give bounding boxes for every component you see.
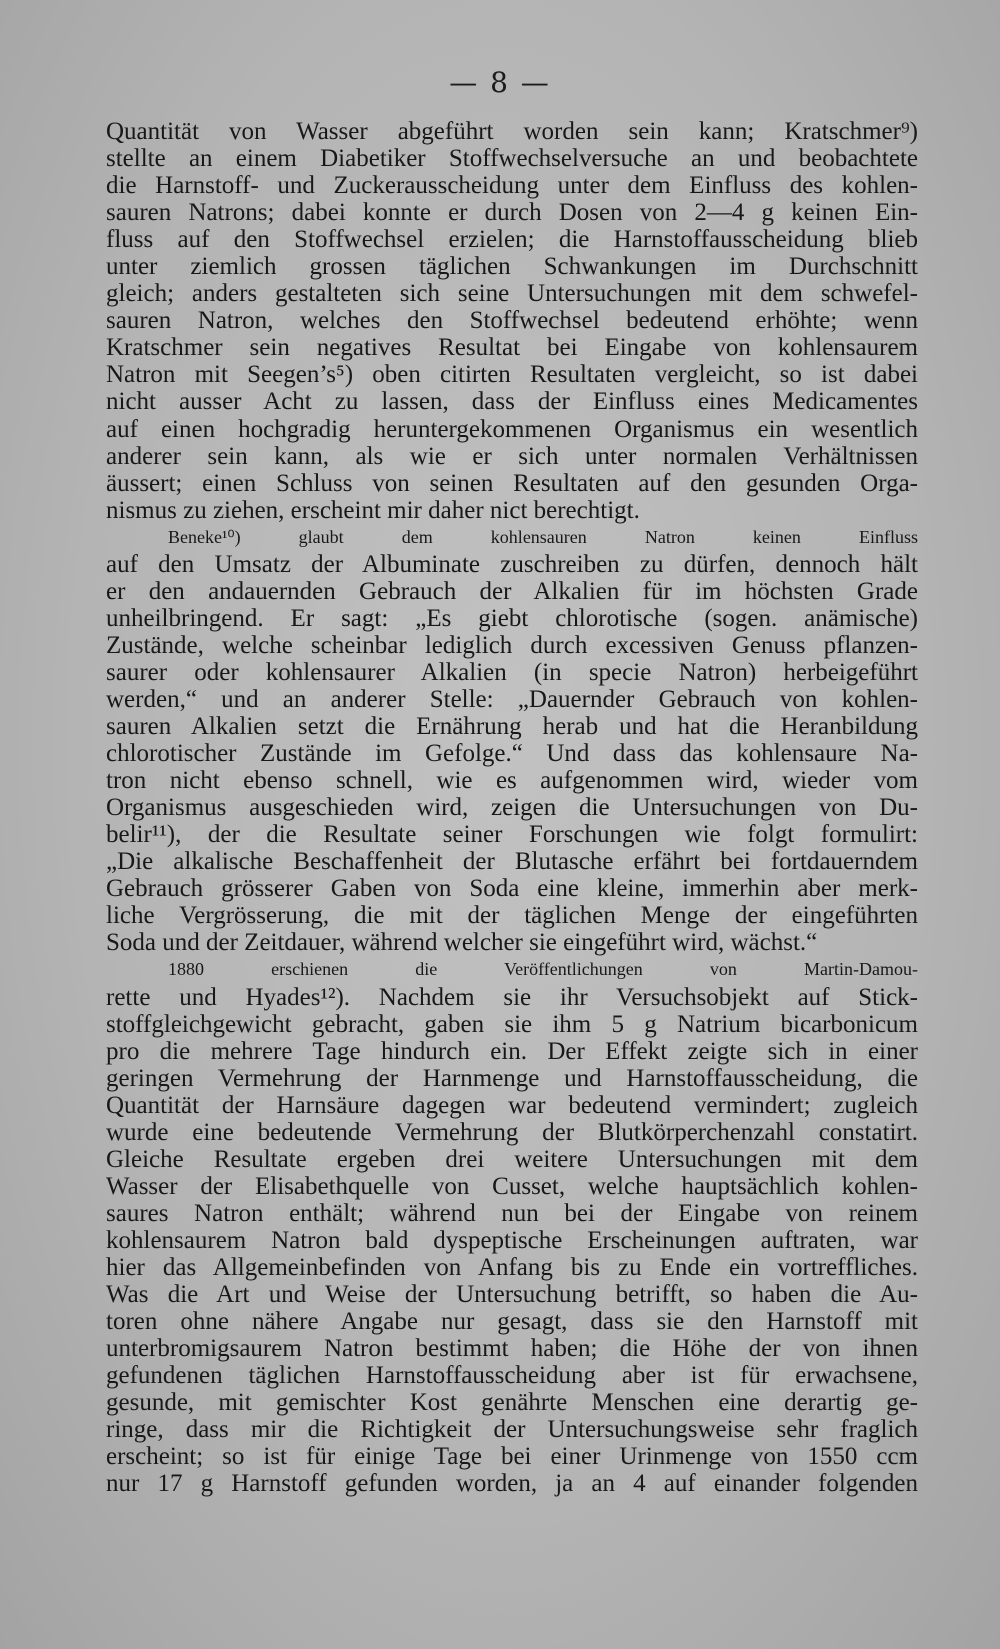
text-line: Quantität von Wasser abgeführt worden sein kann; Kratschmer⁹) xyxy=(106,118,918,145)
text-line: fluss auf den Stoffwechsel erzielen; die Harnstoffausscheidung blieb xyxy=(106,226,918,254)
text-line: Gebrauch grösserer Gaben von Soda eine kleine, immerhin aber merk- xyxy=(106,875,918,903)
text-line: unheilbringend. Er sagt: „Es giebt chlorotische (sogen. anämische) xyxy=(106,604,918,632)
text-line: Kratschmer sein negatives Resultat bei Eingabe von kohlensaurem xyxy=(106,334,918,362)
text-line: werden,“ und an anderer Stelle: „Dauernder Gebrauch von kohlen- xyxy=(106,685,918,713)
text-line: Organismus ausgeschieden wird, zeigen die Untersuchungen von Du- xyxy=(106,794,918,822)
text-line: gleich; anders gestalteten sich seine Untersuchungen mit dem schwefel- xyxy=(106,280,918,308)
text-line: Soda und der Zeitdauer, während welcher sie eingeführt wird, wächst.“ xyxy=(106,929,818,957)
text-line: saurer oder kohlensaurer Alkalien (in specie Natron) herbeigeführt xyxy=(106,658,918,686)
text-line: die Harnstoff- und Zuckerausscheidung unter dem Einfluss des kohlen- xyxy=(106,172,918,200)
text-line: 1880 erschienen die Veröffentlichungen von Martin-Damou- xyxy=(168,959,918,980)
text-line: liche Vergrösserung, die mit der täglichen Menge der eingeführten xyxy=(106,902,918,930)
text-line: stellte an einem Diabetiker Stoffwechselversuche an und beobachtete xyxy=(106,145,918,173)
body-text xyxy=(106,118,918,1497)
text-line: Was die Art und Weise der Untersuchung betrifft, so haben die Au- xyxy=(106,1281,918,1309)
text-line: Quantität der Harnsäure dagegen war bedeutend vermindert; zugleich xyxy=(106,1091,918,1119)
text-line: pro die mehrere Tage hindurch ein. Der Effekt zeigte sich in einer xyxy=(106,1037,918,1065)
text-line: nismus zu ziehen, erscheint mir daher nict berechtigt. xyxy=(106,496,640,524)
text-line: anderer sein kann, als wie er sich unter normalen Verhältnissen xyxy=(106,442,918,470)
text-line: Wasser der Elisabethquelle von Cusset, welche hauptsächlich kohlen- xyxy=(106,1172,918,1200)
text-line: auf einen hochgradig heruntergekommenen Organismus ein wesentlich xyxy=(106,415,918,443)
text-line: gefundenen täglichen Harnstoffausscheidung aber ist für erwachsene, xyxy=(106,1362,918,1390)
text-line: stoffgleichgewicht gebracht, gaben sie ihm 5 g Natrium bicarbonicum xyxy=(106,1010,918,1038)
text-line: kohlensaurem Natron bald dyspeptische Erscheinungen auftraten, war xyxy=(106,1226,918,1254)
text-line: „Die alkalische Beschaffenheit der Blutasche erfährt bei fortdauerndem xyxy=(106,848,918,876)
text-line: erscheint; so ist für einige Tage bei einer Urinmenge von 1550 ccm xyxy=(106,1443,918,1471)
text-line: belir¹¹), der die Resultate seiner Forschungen wie folgt formulirt: xyxy=(106,821,918,849)
text-line: ringe, dass mir die Richtigkeit der Untersuchungsweise sehr fraglich xyxy=(106,1416,918,1444)
text-line: nur 17 g Harnstoff gefunden worden, ja an 4 auf einander folgenden xyxy=(106,1470,918,1498)
text-line: äussert; einen Schluss von seinen Resultaten auf den gesunden Orga- xyxy=(106,469,918,497)
text-line: toren ohne nähere Angabe nur gesagt, dass sie den Harnstoff mit xyxy=(106,1308,918,1336)
text-line: chlorotischer Zustände im Gefolge.“ Und dass das kohlensaure Na- xyxy=(106,740,918,768)
text-line: nicht ausser Acht zu lassen, dass der Einfluss eines Medicamentes xyxy=(106,388,918,416)
text-line: unterbromigsaurem Natron bestimmt haben; die Höhe der von ihnen xyxy=(106,1335,918,1363)
text-line: rette und Hyades¹²). Nachdem sie ihr Versuchsobjekt auf Stick- xyxy=(106,983,918,1011)
text-line: Beneke¹⁰) glaubt dem kohlensauren Natron keinen Einfluss xyxy=(168,526,918,547)
text-line: hier das Allgemeinbefinden von Anfang bis zu Ende ein vortreffliches. xyxy=(106,1253,918,1281)
page-number: — 8 — xyxy=(449,66,551,99)
text-line: wurde eine bedeutende Vermehrung der Blutkörperchenzahl constatirt. xyxy=(106,1118,918,1146)
text-line: gesunde, mit gemischter Kost genährte Menschen eine derartig ge- xyxy=(106,1389,918,1417)
text-line: Natron mit Seegen’s⁵) oben citirten Resultaten vergleicht, so ist dabei xyxy=(106,361,918,389)
text-line: Gleiche Resultate ergeben drei weitere Untersuchungen mit dem xyxy=(106,1145,918,1173)
text-line: tron nicht ebenso schnell, wie es aufgenommen wird, wieder vom xyxy=(106,767,918,795)
text-line: geringen Vermehrung der Harnmenge und Harnstoffausscheidung, die xyxy=(106,1064,918,1092)
text-line: sauren Natrons; dabei konnte er durch Dosen von 2—4 g keinen Ein- xyxy=(106,199,918,227)
text-line: saures Natron enthält; während nun bei der Eingabe von reinem xyxy=(106,1199,918,1227)
text-line: sauren Natron, welches den Stoffwechsel bedeutend erhöhte; wenn xyxy=(106,307,918,335)
text-line: Zustände, welche scheinbar lediglich durch excessiven Genuss pflanzen- xyxy=(106,631,918,659)
text-line: unter ziemlich grossen täglichen Schwankungen im Durchschnitt xyxy=(106,253,918,281)
text-line: er den andauernden Gebrauch der Alkalien für im höchsten Grade xyxy=(106,577,918,605)
text-line: auf den Umsatz der Albuminate zuschreiben zu dürfen, dennoch hält xyxy=(106,550,918,578)
text-line: sauren Alkalien setzt die Ernährung herab und hat die Heranbildung xyxy=(106,713,918,741)
